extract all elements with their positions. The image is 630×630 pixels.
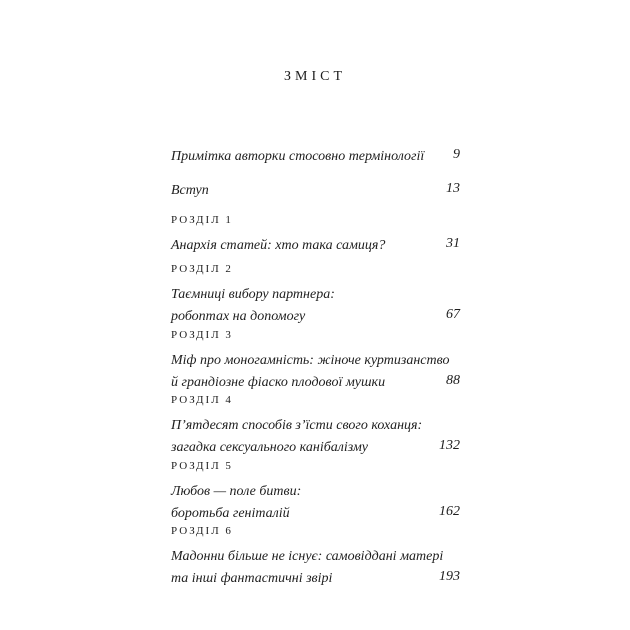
page-title: ЗМІСТ xyxy=(283,69,346,84)
chapter-label: РОЗДІЛ 4 xyxy=(171,394,233,406)
toc-entry-line xyxy=(171,479,460,501)
toc-entry-title-continued: загадка сексуального канібалізму xyxy=(171,440,369,455)
toc-entry-line xyxy=(171,501,460,523)
toc-entry-line xyxy=(171,178,460,200)
toc-entry-line xyxy=(171,233,460,255)
chapter-label: РОЗДІЛ 1 xyxy=(171,214,233,226)
chapter-label: РОЗДІЛ 6 xyxy=(171,525,233,537)
toc-entry-chapter-1[interactable] xyxy=(171,213,460,255)
toc-entry-title: Мадонни більше не існує: самовіддані матері xyxy=(171,549,444,564)
toc-entry-title: Анархія статей: хто така самиця? xyxy=(171,238,386,253)
toc-entry-author-note[interactable] xyxy=(171,144,460,166)
toc-entry-title-continued: та інші фантастичні звірі xyxy=(171,571,333,586)
toc-entry-chapter-6[interactable] xyxy=(171,524,460,588)
toc-entry-chapter-5[interactable] xyxy=(171,459,460,523)
toc-entry-line xyxy=(171,435,460,457)
toc-entry-page-number: 9 xyxy=(453,147,460,162)
toc-entry-page-number: 162 xyxy=(439,504,460,519)
toc-entry-title: Вступ xyxy=(171,183,209,198)
toc-entry-title: П’ятдесят способів з’їсти свого коханця: xyxy=(171,418,423,433)
toc-entry-line xyxy=(171,144,460,166)
toc-entry-page-number: 193 xyxy=(439,569,460,584)
toc-entry-line xyxy=(171,566,460,588)
toc-entry-page-number: 88 xyxy=(446,373,460,388)
chapter-label: РОЗДІЛ 3 xyxy=(171,329,233,341)
toc-entry-chapter-4[interactable] xyxy=(171,393,460,457)
toc-entry-line xyxy=(171,304,460,326)
toc-entry-title: Таємниці вибору партнера: xyxy=(171,287,335,302)
toc-entry-title: Примітка авторки стосовно термінології xyxy=(171,149,425,164)
toc-entry-page-number: 31 xyxy=(446,236,460,251)
chapter-label: РОЗДІЛ 2 xyxy=(171,263,233,275)
toc-entry-page-number: 67 xyxy=(446,307,460,322)
toc-entry-title: Міф про моногамність: жіноче куртизанство xyxy=(171,353,450,368)
toc-entry-chapter-2[interactable] xyxy=(171,262,460,326)
toc-entry-title-continued: й грандіозне фіаско плодової мушки xyxy=(171,375,386,390)
toc-entry-line xyxy=(171,413,460,435)
toc-entry-title-continued: боротьба геніталій xyxy=(171,506,290,521)
toc-entry-title-continued: робоптах на допомогу xyxy=(171,309,306,324)
toc-entry-introduction[interactable] xyxy=(171,178,460,200)
toc-entry-title: Любов — поле битви: xyxy=(171,484,302,499)
chapter-label: РОЗДІЛ 5 xyxy=(171,460,233,472)
toc-entry-line xyxy=(171,282,460,304)
toc-entry-line xyxy=(171,370,460,392)
toc-entry-page-number: 13 xyxy=(446,181,460,196)
toc-entry-page-number: 132 xyxy=(439,438,460,453)
toc-entry-line xyxy=(171,348,460,370)
toc-entry-line xyxy=(171,544,460,566)
toc-entry-chapter-3[interactable] xyxy=(171,328,460,392)
